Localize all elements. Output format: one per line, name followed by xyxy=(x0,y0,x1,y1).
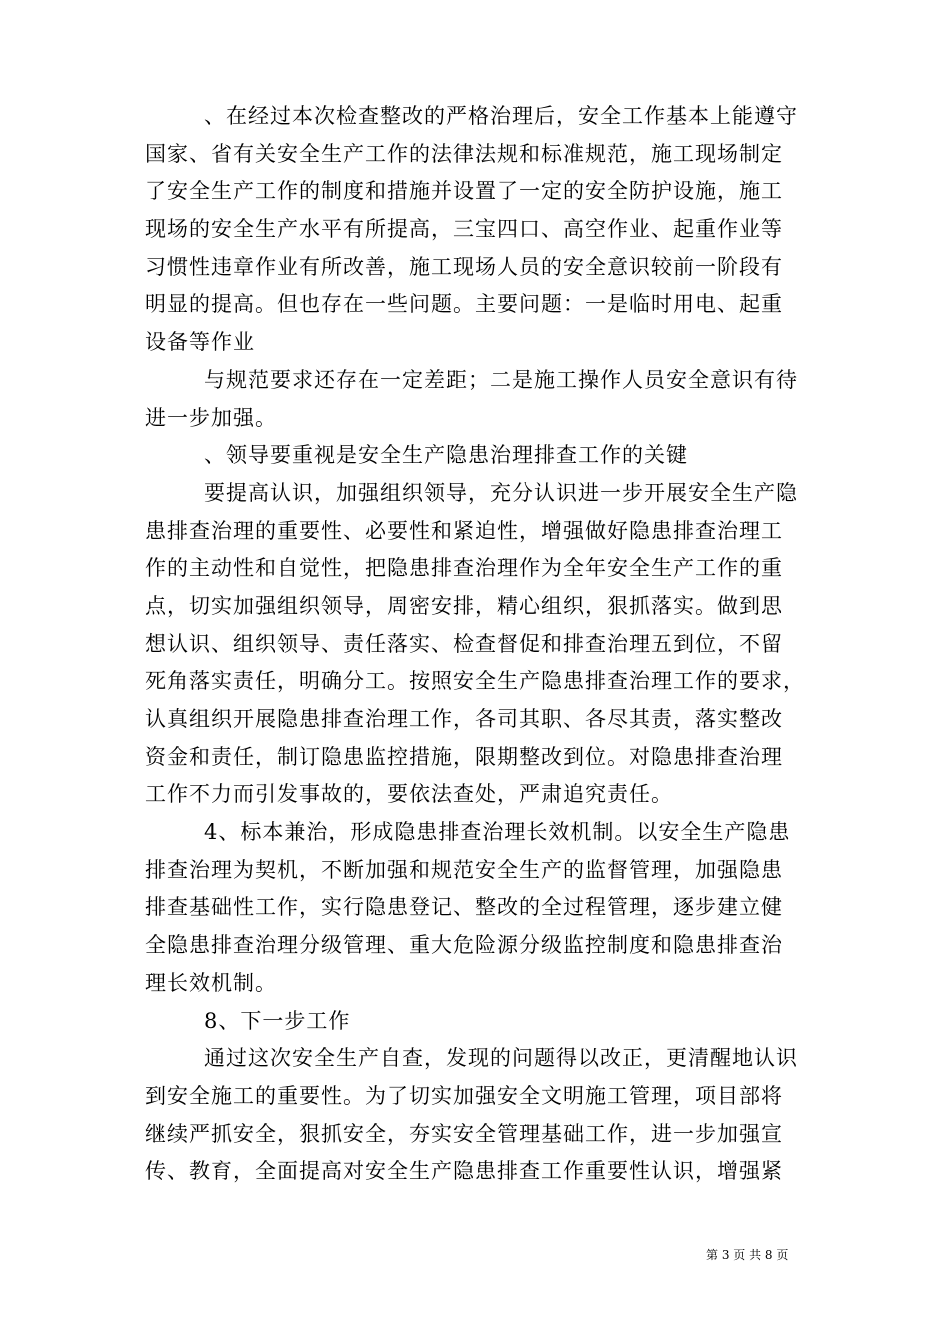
paragraph-line: 设备等作业 xyxy=(145,330,255,355)
paragraph-line: 工作不力而引发事故的，要依法查处，严肃追究责任。 xyxy=(145,782,673,807)
paragraph-line: 认真组织开展隐患排查治理工作，各司其职、各尽其责，落实整改 xyxy=(145,707,783,731)
section-heading: 8、下一步工作 xyxy=(204,1008,351,1033)
paragraph-line: 与规范要求还存在一定差距；二是施工操作人员安全意识有待 xyxy=(204,367,798,392)
page-number: 第 3 页 共 8 页 xyxy=(706,1248,789,1262)
paragraph-line: 死角落实责任，明确分工。按照安全生产隐患排查治理工作的要求， xyxy=(145,669,805,694)
paragraph-line: 要提高认识，加强组织领导，充分认识进一步开展安全生产隐 xyxy=(204,480,798,505)
paragraph-line: 明显的提高。但也存在一些问题。主要问题：一是临时用电、起重 xyxy=(145,292,783,317)
paragraph-line: 传、教育，全面提高对安全生产隐患排查工作重要性认识，增强紧 xyxy=(145,1159,783,1184)
paragraph-line: 进一步加强。 xyxy=(145,405,277,430)
paragraph-line: 排查治理为契机，不断加强和规范安全生产的监督管理，加强隐患 xyxy=(145,857,783,882)
section-heading: 、领导要重视是安全生产隐患治理排查工作的关键 xyxy=(204,443,688,468)
paragraph-line: 习惯性违章作业有所改善，施工现场人员的安全意识较前一阶段有 xyxy=(145,254,783,279)
paragraph-line: 国家、省有关安全生产工作的法律法规和标准规范，施工现场制定 xyxy=(145,141,783,166)
paragraph-line: 到安全施工的重要性。为了切实加强安全文明施工管理，项目部将 xyxy=(145,1083,783,1108)
document-body xyxy=(145,98,805,1191)
paragraph-line: 理长效机制。 xyxy=(145,970,277,995)
paragraph-line: 资金和责任，制订隐患监控措施，限期整改到位。对隐患排查治理 xyxy=(145,744,783,769)
paragraph-line: 排查基础性工作，实行隐患登记、整改的全过程管理，逐步建立健 xyxy=(145,895,783,920)
paragraph-line: 全隐患排查治理分级管理、重大危险源分级监控制度和隐患排查治 xyxy=(145,933,783,958)
paragraph-line: 想认识、组织领导、责任落实、检查督促和排查治理五到位，不留 xyxy=(145,631,783,656)
paragraph-line: 现场的安全生产水平有所提高，三宝四口、高空作业、起重作业等 xyxy=(145,217,783,242)
paragraph-line: 患排查治理的重要性、必要性和紧迫性，增强做好隐患排查治理工 xyxy=(145,518,783,543)
paragraph-line: 继续严抓安全，狠抓安全，夯实安全管理基础工作，进一步加强宣 xyxy=(145,1121,783,1146)
paragraph-line: 了安全生产工作的制度和措施并设置了一定的安全防护设施，施工 xyxy=(145,179,783,204)
paragraph-line: 、在经过本次检查整改的严格治理后，安全工作基本上能遵守 xyxy=(204,104,798,128)
paragraph-line: 作的主动性和自觉性，把隐患排查治理作为全年安全生产工作的重 xyxy=(145,556,783,581)
paragraph-line: 点，切实加强组织领导，周密安排，精心组织，狠抓落实。做到思 xyxy=(145,593,783,618)
paragraph-line: 通过这次安全生产自查，发现的问题得以改正，更清醒地认识 xyxy=(204,1046,798,1071)
paragraph-line: 4、标本兼治，形成隐患排查治理长效机制。以安全生产隐患 xyxy=(204,820,791,845)
